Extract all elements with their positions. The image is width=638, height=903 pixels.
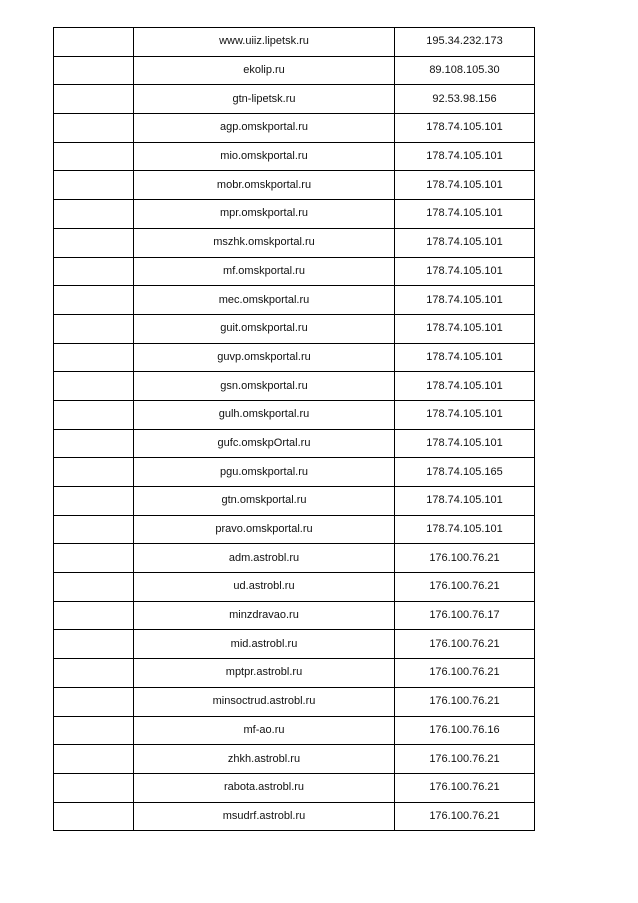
domain-cell: gtn.omskportal.ru (134, 487, 395, 516)
ip-address-cell: 178.74.105.101 (395, 400, 535, 429)
domain-cell: mptpr.astrobl.ru (134, 659, 395, 688)
table-row (54, 142, 535, 171)
table-row (54, 85, 535, 114)
table-row (54, 28, 535, 57)
domain-cell: rabota.astrobl.ru (134, 773, 395, 802)
row-index-cell (54, 659, 134, 688)
row-index-cell (54, 171, 134, 200)
domain-cell: minsoctrud.astrobl.ru (134, 687, 395, 716)
row-index-cell (54, 372, 134, 401)
table-row (54, 257, 535, 286)
domain-cell: adm.astrobl.ru (134, 544, 395, 573)
row-index-cell (54, 343, 134, 372)
spreadsheet-area (53, 35, 534, 831)
table-row (54, 630, 535, 659)
domain-cell: guit.omskportal.ru (134, 314, 395, 343)
ip-address-cell: 178.74.105.101 (395, 515, 535, 544)
ip-address-cell: 178.74.105.101 (395, 228, 535, 257)
ip-address-cell: 176.100.76.21 (395, 630, 535, 659)
row-index-cell (54, 544, 134, 573)
ip-address-cell: 92.53.98.156 (395, 85, 535, 114)
row-index-cell (54, 601, 134, 630)
table-row (54, 343, 535, 372)
table-row (54, 56, 535, 85)
domain-cell: gufc.omskpOrtal.ru (134, 429, 395, 458)
ip-address-cell: 178.74.105.101 (395, 314, 535, 343)
table-row (54, 458, 535, 487)
table-row (54, 601, 535, 630)
table-row (54, 745, 535, 774)
row-index-cell (54, 630, 134, 659)
table-row (54, 687, 535, 716)
domain-cell: mec.omskportal.ru (134, 286, 395, 315)
ip-address-cell: 176.100.76.21 (395, 745, 535, 774)
domain-cell: gtn-lipetsk.ru (134, 85, 395, 114)
ip-address-cell: 176.100.76.16 (395, 716, 535, 745)
domain-cell: mszhk.omskportal.ru (134, 228, 395, 257)
table-body (54, 28, 535, 831)
domain-cell: gulh.omskportal.ru (134, 400, 395, 429)
row-index-cell (54, 802, 134, 831)
table-row (54, 659, 535, 688)
ip-address-cell: 178.74.105.101 (395, 372, 535, 401)
row-index-cell (54, 228, 134, 257)
ip-address-cell: 176.100.76.21 (395, 659, 535, 688)
table-row (54, 802, 535, 831)
domain-cell: mid.astrobl.ru (134, 630, 395, 659)
table-row (54, 573, 535, 602)
row-index-cell (54, 200, 134, 229)
row-index-cell (54, 257, 134, 286)
domain-cell: guvp.omskportal.ru (134, 343, 395, 372)
table-row (54, 171, 535, 200)
table-row (54, 286, 535, 315)
table-row (54, 773, 535, 802)
table-row (54, 372, 535, 401)
ip-address-cell: 176.100.76.21 (395, 544, 535, 573)
table-row (54, 429, 535, 458)
table-row (54, 114, 535, 143)
domain-ip-table (53, 27, 535, 831)
domain-cell: pgu.omskportal.ru (134, 458, 395, 487)
row-index-cell (54, 487, 134, 516)
ip-address-cell: 178.74.105.101 (395, 171, 535, 200)
row-index-cell (54, 458, 134, 487)
ip-address-cell: 176.100.76.21 (395, 573, 535, 602)
table-row (54, 400, 535, 429)
row-index-cell (54, 745, 134, 774)
domain-cell: mf.omskportal.ru (134, 257, 395, 286)
ip-address-cell: 176.100.76.21 (395, 773, 535, 802)
row-index-cell (54, 515, 134, 544)
domain-cell: minzdravao.ru (134, 601, 395, 630)
ip-address-cell: 178.74.105.101 (395, 286, 535, 315)
table-row (54, 228, 535, 257)
row-index-cell (54, 773, 134, 802)
ip-address-cell: 176.100.76.17 (395, 601, 535, 630)
domain-cell: www.uiiz.lipetsk.ru (134, 28, 395, 57)
ip-address-cell: 178.74.105.101 (395, 142, 535, 171)
ip-address-cell: 176.100.76.21 (395, 802, 535, 831)
table-row (54, 515, 535, 544)
ip-address-cell: 176.100.76.21 (395, 687, 535, 716)
domain-cell: ekolip.ru (134, 56, 395, 85)
domain-cell: mpr.omskportal.ru (134, 200, 395, 229)
table-row (54, 487, 535, 516)
row-index-cell (54, 114, 134, 143)
row-index-cell (54, 286, 134, 315)
ip-address-cell: 178.74.105.165 (395, 458, 535, 487)
ip-address-cell: 178.74.105.101 (395, 343, 535, 372)
row-index-cell (54, 400, 134, 429)
table-row (54, 716, 535, 745)
domain-cell: pravo.omskportal.ru (134, 515, 395, 544)
ip-address-cell: 195.34.232.173 (395, 28, 535, 57)
domain-cell: mf-ao.ru (134, 716, 395, 745)
row-index-cell (54, 573, 134, 602)
ip-address-cell: 178.74.105.101 (395, 200, 535, 229)
row-index-cell (54, 429, 134, 458)
row-index-cell (54, 56, 134, 85)
ip-address-cell: 178.74.105.101 (395, 114, 535, 143)
domain-cell: ud.astrobl.ru (134, 573, 395, 602)
domain-cell: gsn.omskportal.ru (134, 372, 395, 401)
domain-cell: mio.omskportal.ru (134, 142, 395, 171)
domain-cell: zhkh.astrobl.ru (134, 745, 395, 774)
ip-address-cell: 89.108.105.30 (395, 56, 535, 85)
domain-cell: agp.omskportal.ru (134, 114, 395, 143)
row-index-cell (54, 142, 134, 171)
row-index-cell (54, 85, 134, 114)
table-row (54, 200, 535, 229)
domain-cell: msudrf.astrobl.ru (134, 802, 395, 831)
ip-address-cell: 178.74.105.101 (395, 257, 535, 286)
row-index-cell (54, 314, 134, 343)
ip-address-cell: 178.74.105.101 (395, 487, 535, 516)
ip-address-cell: 178.74.105.101 (395, 429, 535, 458)
row-index-cell (54, 687, 134, 716)
table-row (54, 544, 535, 573)
domain-cell: mobr.omskportal.ru (134, 171, 395, 200)
table-row (54, 314, 535, 343)
row-index-cell (54, 28, 134, 57)
row-index-cell (54, 716, 134, 745)
